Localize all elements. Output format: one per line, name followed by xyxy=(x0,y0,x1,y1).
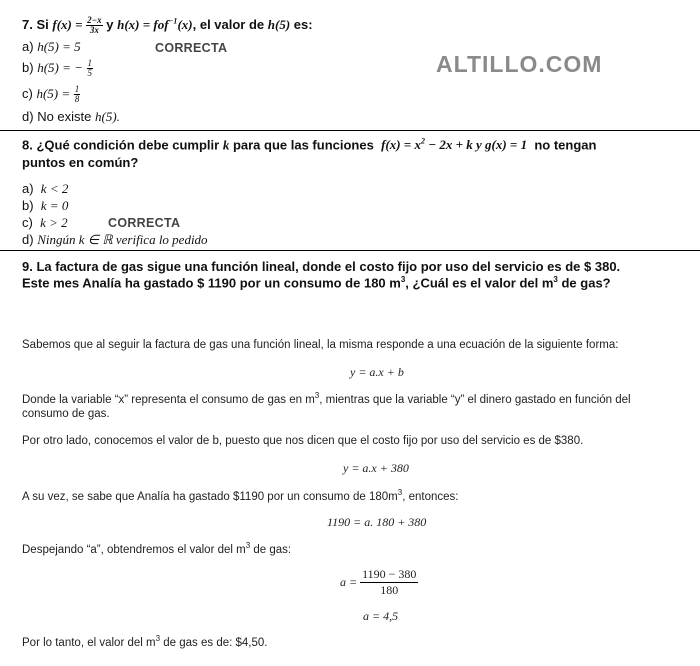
q8-k: k xyxy=(222,137,230,153)
q7-h-arg: (x) xyxy=(177,16,193,32)
solution-eq4-fraction xyxy=(360,567,418,598)
q8-f-rest: − 2x + k y g(x) = 1 xyxy=(428,137,528,153)
solution-p5sup: 3 xyxy=(245,541,251,550)
q9-line2b: , ¿Cuál es el valor del m xyxy=(405,275,554,291)
q7-d-math: h(5). xyxy=(95,109,120,124)
divider-q8-q9 xyxy=(0,250,700,251)
q8-line1c: no tengan xyxy=(534,137,597,153)
q7-statement xyxy=(22,16,313,35)
q7-mid: y xyxy=(106,16,114,32)
q7-d-text: No existe xyxy=(37,109,92,124)
q8-line1b: para que las funciones xyxy=(232,137,374,153)
q7-c-text: h(5) = xyxy=(36,85,71,101)
solution-eq4-lhs: a = xyxy=(340,575,358,589)
divider-q7-q8 xyxy=(0,130,700,131)
q8-line1: 8. ¿Qué condición debe cumplir xyxy=(22,137,220,153)
q7-h-expr-text: h(x) = fof xyxy=(117,16,169,32)
q8-functions xyxy=(381,137,527,152)
q7-b-letter: b) xyxy=(22,59,34,75)
q7-option-d xyxy=(22,109,120,125)
q7-f-den: 3x xyxy=(89,25,99,35)
q8-b-letter: b) xyxy=(22,198,34,213)
solution-p6sup: 3 xyxy=(155,634,161,643)
solution-p5a: Despejando “a”, obtendremos el valor del m xyxy=(22,543,246,556)
q8-a-letter: a) xyxy=(22,181,34,196)
solution-eq4-den: 180 xyxy=(380,583,399,597)
solution-p1: Sabemos que al seguir la factura de gas una función lineal, la misma responde a una ecuación de la siguiente forma: xyxy=(22,339,619,351)
q7-a-letter: a) xyxy=(22,39,34,54)
q9-sup1: 3 xyxy=(400,275,406,284)
q7-tail: , el valor de xyxy=(192,16,265,32)
q8-c-math: k > 2 xyxy=(40,215,68,230)
solution-conclusion xyxy=(22,634,267,649)
q8-option-a xyxy=(22,181,68,197)
q7-f-num: 2−x xyxy=(87,15,102,25)
solution-p2b: , mientras que la variable “y” el dinero gastado en función del xyxy=(319,393,631,406)
q8-option-d xyxy=(22,232,208,248)
q7-h-expr xyxy=(117,17,193,32)
brand-watermark: ALTILLO.COM xyxy=(436,51,603,77)
q7-h5: h(5) xyxy=(267,16,291,32)
q9-statement-line1: 9. La factura de gas sigue una función lineal, donde el costo fijo por uso del servicio es de $ 380. xyxy=(22,259,621,274)
solution-p6a: Por lo tanto, el valor del m xyxy=(22,636,156,649)
q8-d-letter: d) xyxy=(22,232,34,247)
q8-f: f(x) = x xyxy=(381,137,421,153)
solution-eq4-num: 1190 − 380 xyxy=(362,567,417,581)
solution-p2sup: 3 xyxy=(314,391,320,400)
q8-c-letter: c) xyxy=(22,215,33,230)
q8-option-b xyxy=(22,198,68,214)
q8-b-math: k = 0 xyxy=(40,198,69,213)
q8-correct-label: CORRECTA xyxy=(108,216,181,230)
solution-eq5: a = 4,5 xyxy=(363,609,399,623)
q7-a-text: h(5) = 5 xyxy=(37,39,81,54)
q8-statement-line2: puntos en común? xyxy=(22,155,139,170)
q7-f-lhs: f(x) = xyxy=(52,16,83,32)
q7-b-text: h(5) = − xyxy=(37,59,83,75)
solution-p4 xyxy=(22,488,458,503)
q9-statement-line2 xyxy=(22,275,611,290)
q9-sup2: 3 xyxy=(553,275,558,284)
q7-c-num: 1 xyxy=(74,84,80,94)
q7-c-den: 8 xyxy=(74,94,80,104)
q9-line2c: de gas? xyxy=(561,275,611,291)
q7-d-letter: d) xyxy=(22,109,34,124)
solution-p2 xyxy=(22,391,631,406)
q8-f-sup: 2 xyxy=(420,137,425,146)
solution-eq3: 1190 = a. 180 + 380 xyxy=(327,515,427,529)
q7-c-letter: c) xyxy=(22,85,33,101)
q7-f-fraction xyxy=(86,16,102,35)
q8-d-math: Ningún k ∈ ℝ verifica lo pedido xyxy=(37,232,208,247)
solution-eq2: y = a.x + 380 xyxy=(343,461,409,475)
q7-correct-label: CORRECTA xyxy=(155,41,228,55)
solution-p3: Por otro lado, conocemos el valor de b, puesto que nos dicen que el costo fijo por uso del servicio es de $380. xyxy=(22,435,584,447)
solution-eq4 xyxy=(340,567,418,598)
solution-p4sup: 3 xyxy=(397,488,403,497)
q7-b-num: 1 xyxy=(87,58,93,68)
solution-p4a: A su vez, se sabe que Analía ha gastado $1190 por un consumo de 180m xyxy=(22,490,398,503)
solution-p5 xyxy=(22,541,291,556)
q7-option-b xyxy=(22,59,93,78)
q8-statement-line1 xyxy=(22,137,596,153)
q7-h-sup: −1 xyxy=(168,16,178,26)
q7-lead: 7. Si xyxy=(22,16,49,32)
q7-option-a xyxy=(22,39,81,55)
q8-a-math: k < 2 xyxy=(40,181,69,196)
solution-p2a: Donde la variable “x” representa el consumo de gas en m xyxy=(22,393,315,406)
q7-b-den: 5 xyxy=(87,68,93,78)
q8-option-c xyxy=(22,215,68,231)
solution-eq1: y = a.x + b xyxy=(350,365,404,379)
q7-c-fraction xyxy=(74,85,81,104)
solution-p4b: , entonces: xyxy=(402,490,459,503)
q7-end: es: xyxy=(293,16,313,32)
solution-p5b: de gas: xyxy=(253,543,292,556)
q7-b-fraction xyxy=(87,59,94,78)
q7-option-c xyxy=(22,85,80,104)
solution-p2-cont: consumo de gas. xyxy=(22,408,110,420)
solution-p6b: de gas es de: $4,50. xyxy=(163,636,268,649)
q9-line2a: Este mes Analía ha gastado $ 1190 por un consumo de 180 m xyxy=(22,275,401,291)
